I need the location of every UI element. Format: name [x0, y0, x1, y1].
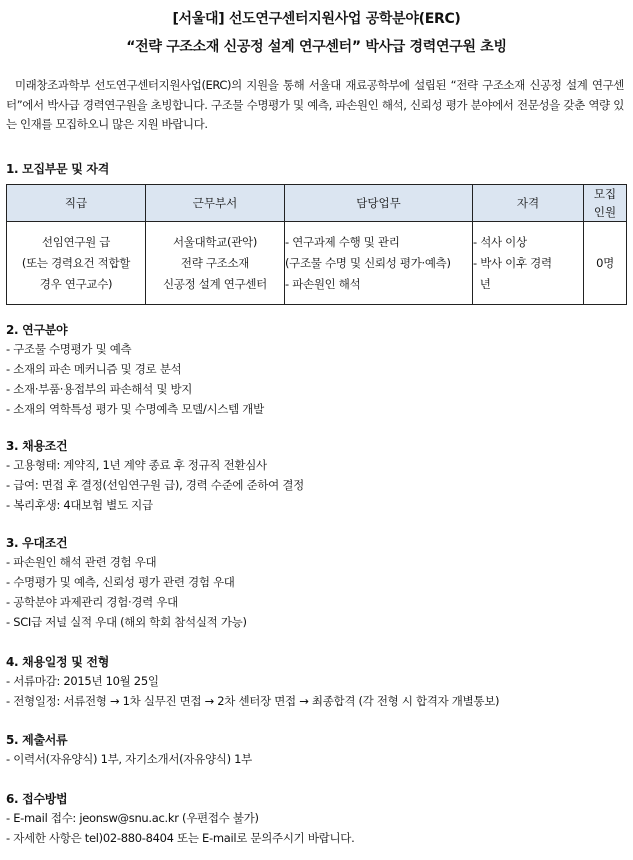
intro-paragraph	[6, 76, 624, 135]
cell-dept-line: 서울대학교(관악)	[172, 234, 258, 249]
section-1-heading: 1. 모집부문 및 자격	[6, 162, 109, 176]
header-count-line-1: 모집	[593, 187, 617, 201]
cell-qual	[473, 222, 584, 305]
header-duty: 담당업무	[285, 185, 473, 222]
list-item: - 이력서(자유양식) 1부, 자기소개서(자유양식) 1부	[6, 752, 252, 766]
list-item: - 소재의 역학특성 평가 및 수명예측 모델/시스템 개발	[6, 402, 264, 416]
section-documents-heading: 5. 제출서류	[6, 733, 68, 747]
cell-duty-line: - 파손원인 해석	[285, 276, 361, 291]
list-item: - 전형일정: 서류전형 → 1차 실무진 면접 → 2차 센터장 면접 → 최종합격 (각 전형 시 합격자 개별통보)	[6, 694, 500, 708]
cell-duty	[285, 222, 473, 305]
header-dept: 근무부서	[146, 185, 285, 222]
header-count-line-2: 인원	[593, 205, 617, 219]
list-item: - 파손원인 해석 관련 경험 우대	[6, 555, 157, 569]
cell-qual-line: - 석사 이상	[473, 234, 527, 249]
section-application-heading: 6. 접수방법	[6, 792, 68, 806]
section-3-heading: 3. 채용조건	[6, 439, 68, 453]
table-row	[7, 222, 627, 305]
table-header-row	[7, 185, 627, 222]
list-item: - 소재·부품·용접부의 파손해석 및 방지	[6, 382, 193, 396]
list-item: - 서류마감: 2015년 10월 25일	[6, 674, 159, 688]
cell-rank-line: (또는 경력요건 적합할	[21, 255, 131, 270]
list-item: - 소재의 파손 메커니즘 및 경로 분석	[6, 362, 182, 376]
cell-rank-line: 경우 연구교수)	[39, 276, 113, 291]
title-line-2: “전략 구조소재 신공정 설계 연구센터” 박사급 경력연구원 초빙	[126, 39, 507, 55]
list-item: - 자세한 사항은 tel)02-880-8404 또는 E-mail로 문의주시기 바랍니다.	[6, 831, 355, 845]
list-item: - 급여: 면접 후 결정(선임연구원 급), 경력 수준에 준하여 결정	[6, 478, 304, 492]
cell-qual-line: - 박사 이후 경력	[473, 255, 552, 270]
title-line-1: [서울대] 선도연구센터지원사업 공학분야(ERC)	[172, 11, 461, 27]
recruitment-table	[6, 184, 627, 305]
cell-dept-line: 신공정 설계 연구센터	[163, 276, 267, 291]
list-item: - E-mail 접수: jeonsw@snu.ac.kr (우편접수 불가)	[6, 811, 259, 825]
cell-qual-line: 년	[473, 276, 494, 291]
header-qual: 자격	[473, 185, 584, 222]
cell-dept	[146, 222, 285, 305]
cell-duty-line: - 연구과제 수행 및 관리	[285, 234, 400, 249]
list-item: - 고용형태: 계약직, 1년 계약 종료 후 정규직 전환심사	[6, 458, 267, 472]
section-2-heading: 2. 연구분야	[6, 323, 68, 337]
cell-dept-line: 전략 구조소재	[180, 255, 250, 270]
list-item: - 수명평가 및 예측, 신뢰성 평가 관련 경험 우대	[6, 575, 235, 589]
intro-text: 미래창조과학부 선도연구센터지원사업(ERC)의 지원을 통해 서울대 재료공학부에 설립된 “전략 구조소재 신공정 설계 연구센터”에서 박사급 경력연구원을 초빙합니다. 구조물 수명평가 및 예측, 파손원인 해석, 신뢰성 평가 분야에서 전문성을 갖춘 역량 있는 인재를 모집하오니 많은 지원 바랍니다.	[6, 78, 625, 131]
section-schedule-heading: 4. 채용일정 및 전형	[6, 655, 109, 669]
list-item: - SCI급 저널 실적 우대 (해외 학회 참석실적 가능)	[6, 615, 247, 629]
header-count	[584, 185, 627, 222]
list-item: - 구조물 수명평가 및 예측	[6, 342, 132, 356]
section-preferred-heading: 3. 우대조건	[6, 536, 68, 550]
cell-duty-line: (구조물 수명 및 신뢰성 평가·예측)	[285, 255, 451, 270]
list-item: - 복리후생: 4대보험 별도 지급	[6, 498, 153, 512]
header-rank: 직급	[7, 185, 146, 222]
cell-rank-line: 선임연구원 급	[41, 234, 111, 249]
cell-rank	[7, 222, 146, 305]
cell-count: 0명	[584, 222, 627, 305]
list-item: - 공학분야 과제관리 경험·경력 우대	[6, 595, 178, 609]
